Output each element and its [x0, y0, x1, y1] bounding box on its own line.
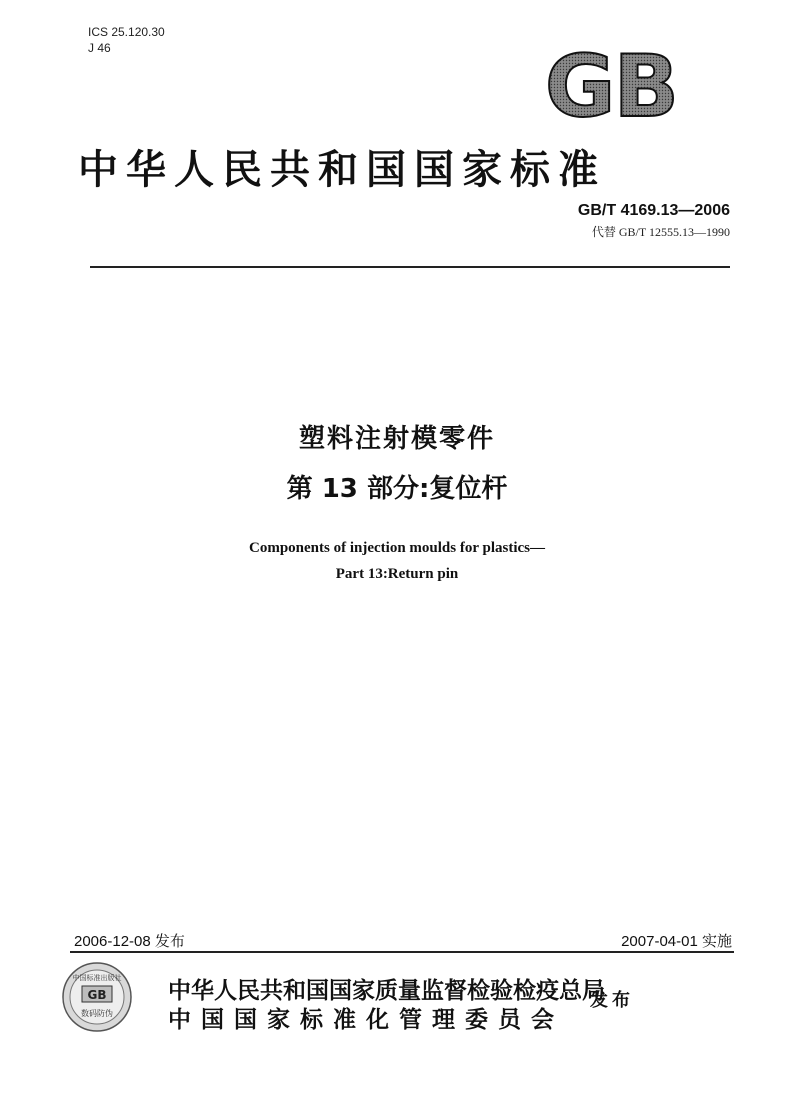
ics-code: ICS 25.120.30 [88, 25, 165, 39]
english-title-line2: Part 13:Return pin [335, 566, 459, 582]
ccs-code: J 46 [88, 41, 111, 55]
issue-label: 发布 [590, 990, 634, 1011]
seal-top-text: 中国标准出版社 [72, 974, 122, 982]
issuing-authority-2: 中国国家标准化管理委员会 [168, 1007, 564, 1033]
chinese-title-line2: 第 13 部分:复位杆 [286, 474, 508, 504]
anti-counterfeit-seal-icon [60, 960, 134, 1034]
gb-logo-text: GB [544, 44, 678, 126]
header-divider [90, 266, 730, 268]
classification-codes [88, 24, 165, 56]
footer-divider [70, 951, 734, 953]
replaces-standard: 代替 GB/T 12555.13—1990 [591, 225, 730, 239]
english-title-line1: Components of injection moulds for plastics— [249, 540, 545, 556]
publish-date: 2006-12-08 发布 [74, 933, 185, 950]
standard-title: 中华人民共和国国家标准 [78, 147, 606, 193]
implementation-date: 2007-04-01 实施 [621, 933, 732, 950]
seal-mark: GB [87, 988, 107, 1002]
chinese-title-line1: 塑料注射模零件 [298, 424, 495, 454]
seal-bottom-text: 数码防伪 [81, 1009, 113, 1018]
gb-logo [526, 44, 696, 126]
issuing-authority-1: 中华人民共和国国家质量监督检验检疫总局 [168, 978, 605, 1004]
standard-number: GB/T 4169.13—2006 [577, 202, 730, 219]
